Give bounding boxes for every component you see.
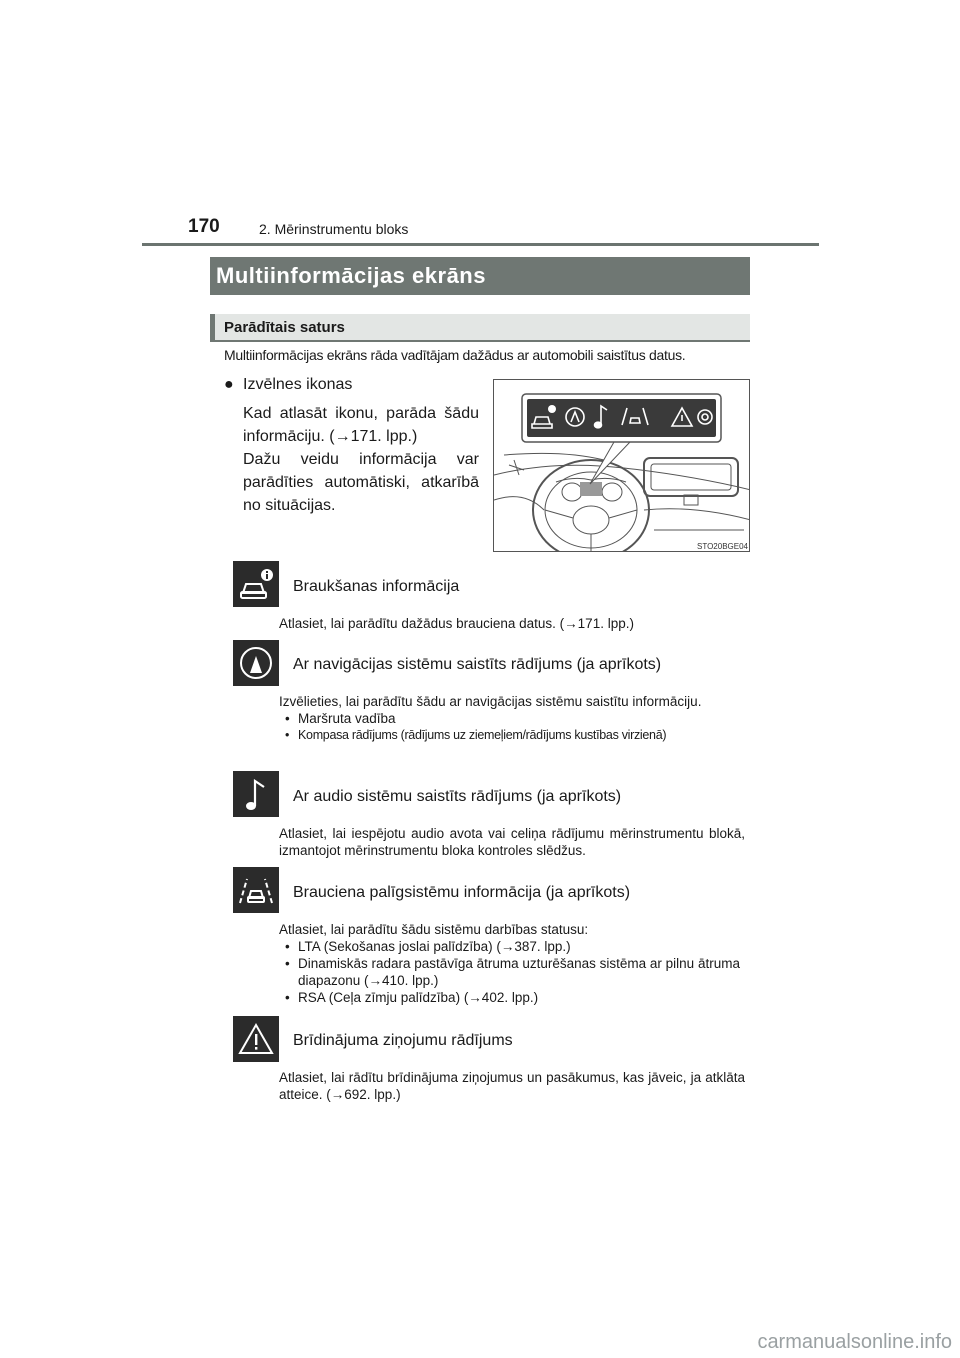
chapter-title: 2. Mērinstrumentu bloks <box>259 221 409 237</box>
item-title-audio: Ar audio sistēmu saistīts rādījums (ja aprīkots) <box>293 788 622 805</box>
menu-icons-title: Izvēlnes ikonas <box>243 376 353 393</box>
list-item: • Kompasa rādījums (rādījums uz ziemeļiem/rādījums kustības virzienā) <box>279 727 745 744</box>
item-body-driving-info <box>279 615 745 632</box>
item-title-warning: Brīdinājuma ziņojumu rādījums <box>293 1032 513 1049</box>
item-text: Izvēlieties, lai parādītu šādu ar navigācijas sistēmu saistītu informāciju. <box>279 694 702 709</box>
figure-code: STO20BGE04 <box>697 542 748 551</box>
menu-bullet: ● <box>224 376 234 393</box>
section-title: Multiinformācijas ekrāns <box>216 263 486 288</box>
item-body-audio <box>279 825 745 859</box>
car-info-icon <box>233 561 279 607</box>
header-divider <box>142 243 819 246</box>
item-text: Atlasiet, lai parādītu dažādus brauciena datus. (→171. lpp.) <box>279 616 634 631</box>
driving-assist-icon <box>233 867 279 913</box>
item-text: Atlasiet, lai parādītu šādu sistēmu darbības statusu: <box>279 922 589 937</box>
list-item: • RSA (Ceļa zīmju palīdzība) (→402. lpp.) <box>279 989 745 1006</box>
item-body-driving-assist <box>279 921 745 1006</box>
menu-desc-1: Kad atlasāt ikonu, parāda šādu informāciju. (→171. lpp.) <box>243 405 479 445</box>
dashboard-illustration <box>493 379 750 552</box>
item-text: Atlasiet, lai rādītu brīdinājuma ziņojumus un pasākumus, kas jāveic, ja atklāta atteice. (→692. lpp.) <box>279 1070 745 1102</box>
item-title-driving-info: Braukšanas informācija <box>293 578 460 595</box>
item-body-navigation <box>279 693 745 744</box>
item-bullet-list <box>279 938 745 1006</box>
menu-desc-2: Dažu veidu informācija var parādīties automātiski, atkarībā no situācijas. <box>243 451 479 514</box>
subsection-title: Parādītais saturs <box>224 319 345 336</box>
item-bullet-list <box>279 710 745 744</box>
item-title-navigation: Ar navigācijas sistēmu saistīts rādījums (ja aprīkots) <box>293 656 662 673</box>
subsection-accent <box>210 314 215 342</box>
navigation-icon <box>233 640 279 686</box>
list-item: • Maršruta vadība <box>279 710 745 727</box>
item-text: Atlasiet, lai iespējotu audio avota vai celiņa rādījumu mērinstrumentu blokā, izmantojot mērinstrumentu bloka kontroles slēdžus. <box>279 826 745 858</box>
watermark: carmanualsonline.info <box>757 1331 952 1353</box>
dashboard-drawing <box>494 380 750 552</box>
item-body-warning <box>279 1069 745 1103</box>
menu-icons-description <box>243 402 479 517</box>
list-item: • LTA (Sekošanas joslai palīdzība) (→387. lpp.) <box>279 938 745 955</box>
item-title-driving-assist: Brauciena palīgsistēmu informācija (ja aprīkots) <box>293 884 631 901</box>
list-item: • Dinamiskās radara pastāvīga ātruma uzturēšanas sistēma ar pilnu ātruma diapazonu (→410. lpp.) <box>279 955 745 989</box>
section-title-bar <box>210 257 750 295</box>
intro-text: Multiinformācijas ekrāns rāda vadītājam dažādus ar automobili saistītus datus. <box>224 347 686 363</box>
subsection-bar <box>210 314 750 342</box>
page-number: 170 <box>188 216 220 237</box>
music-note-icon <box>233 771 279 817</box>
warning-triangle-icon <box>233 1016 279 1062</box>
